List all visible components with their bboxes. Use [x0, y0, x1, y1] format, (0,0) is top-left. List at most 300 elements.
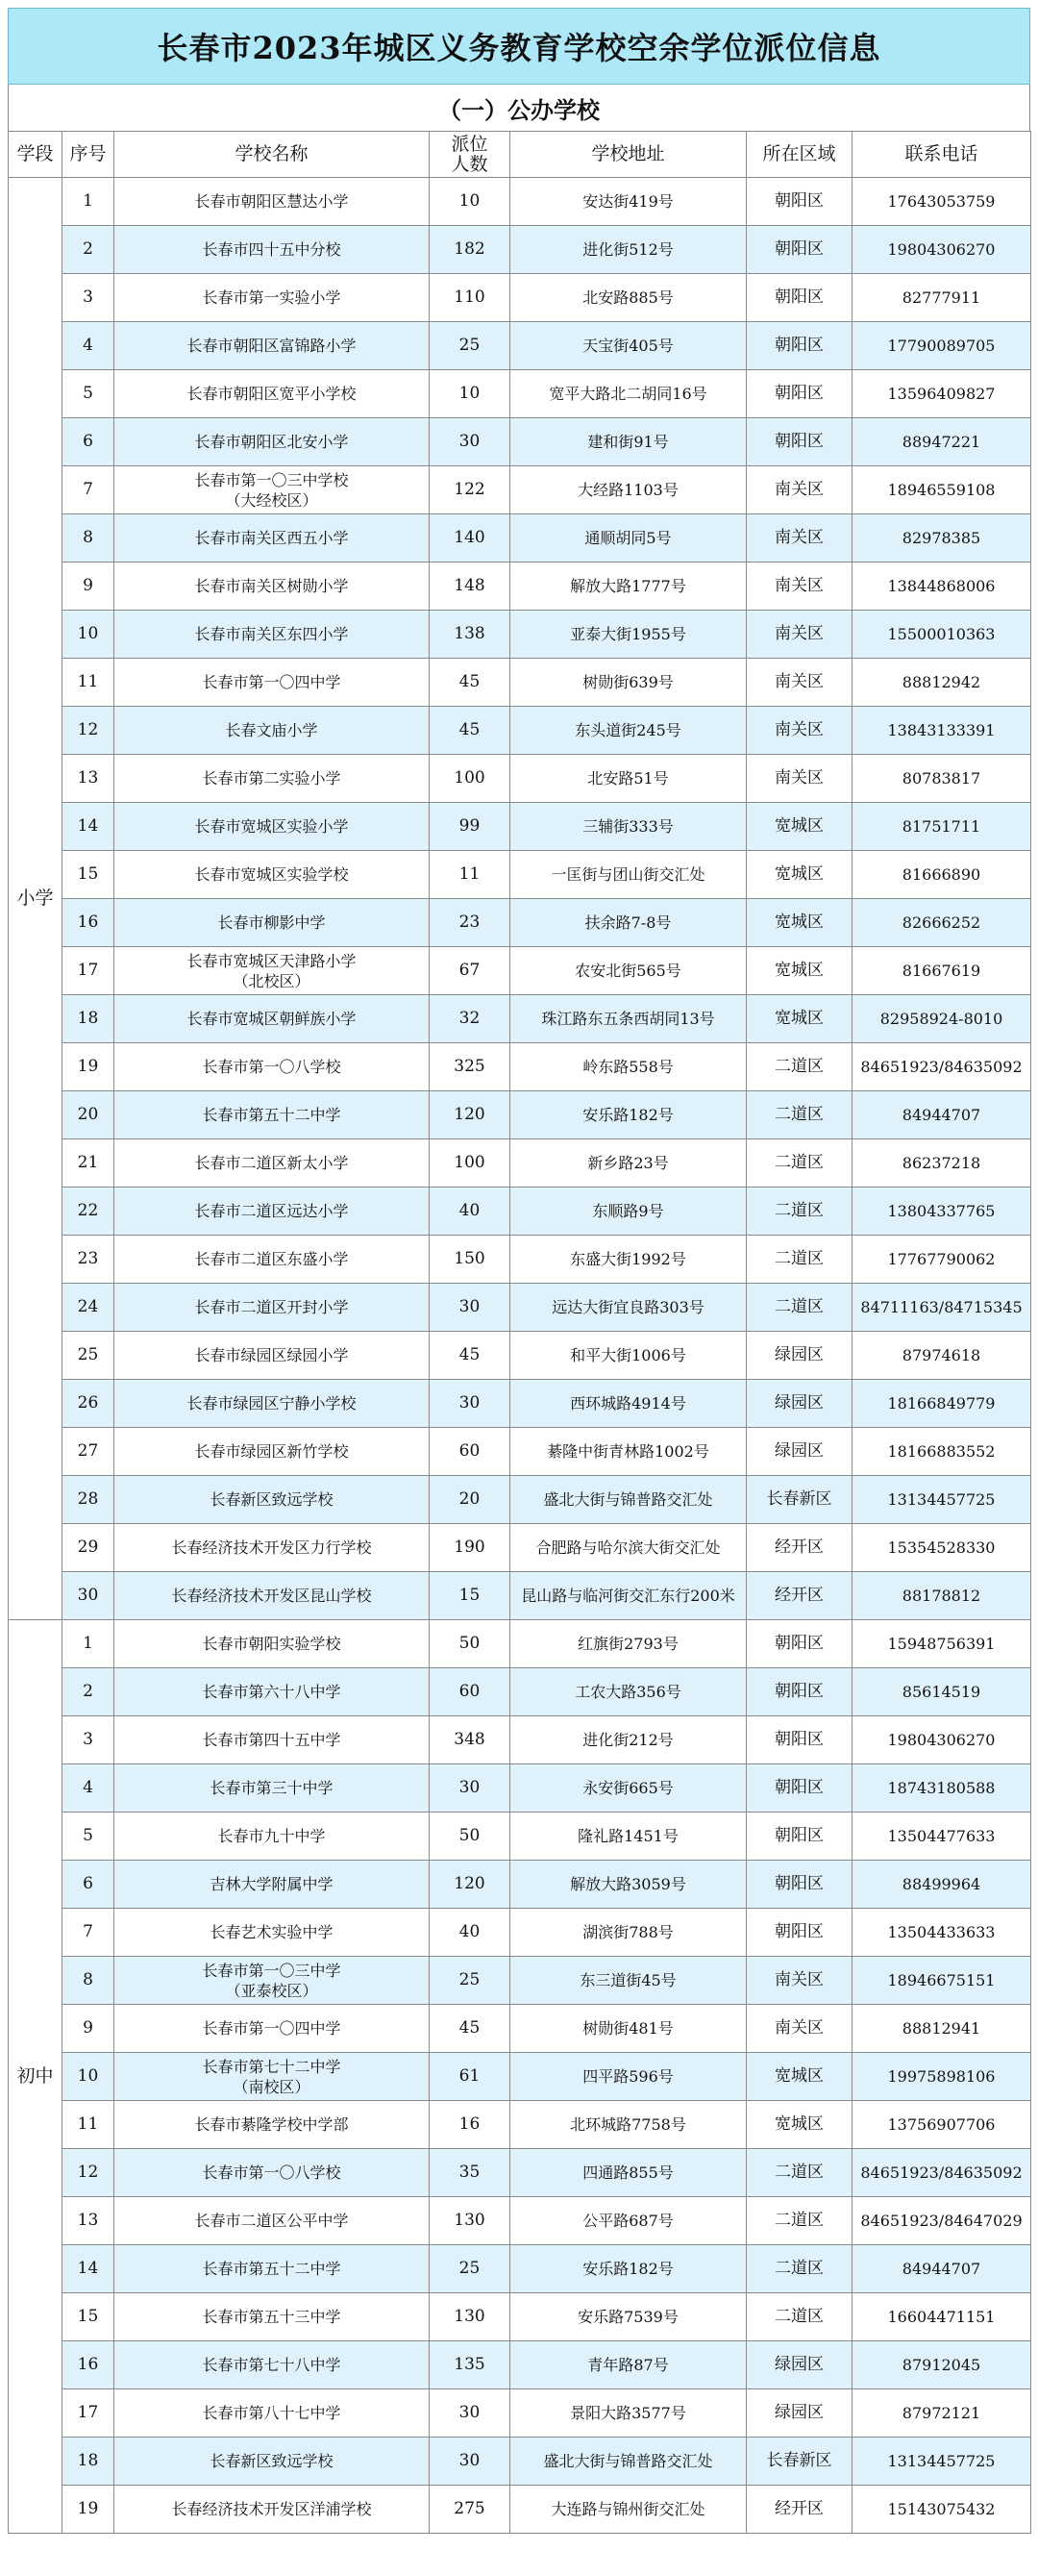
school-name-cell: 长春市朝阳实验学校 — [114, 1620, 430, 1668]
number-cell: 11 — [62, 659, 114, 707]
number-cell: 9 — [62, 2005, 114, 2053]
count-cell: 130 — [430, 2293, 510, 2341]
table-row — [9, 2245, 1031, 2293]
district-cell: 宽城区 — [747, 803, 853, 851]
number-cell: 6 — [62, 1861, 114, 1909]
phone-cell: 15354528330 — [853, 1524, 1031, 1572]
count-cell: 148 — [430, 563, 510, 611]
count-cell: 138 — [430, 611, 510, 659]
phone-cell: 82978385 — [853, 514, 1031, 563]
school-name-cell: 长春文庙小学 — [114, 707, 430, 755]
address-cell: 合肥路与哈尔滨大街交汇处 — [510, 1524, 747, 1572]
address-cell: 北安路885号 — [510, 274, 747, 322]
table-row — [9, 1572, 1031, 1620]
count-cell: 60 — [430, 1668, 510, 1716]
count-cell: 130 — [430, 2197, 510, 2245]
table-row — [9, 2053, 1031, 2101]
phone-cell: 88812941 — [853, 2005, 1031, 2053]
count-cell: 35 — [430, 2149, 510, 2197]
phone-cell: 13844868006 — [853, 563, 1031, 611]
count-cell: 50 — [430, 1813, 510, 1861]
school-name-cell: 长春市宽城区实验小学 — [114, 803, 430, 851]
district-cell: 绿园区 — [747, 1428, 853, 1476]
address-cell: 隆礼路1451号 — [510, 1813, 747, 1861]
address-cell: 解放大路1777号 — [510, 563, 747, 611]
phone-cell: 18166849779 — [853, 1380, 1031, 1428]
address-cell: 通顺胡同5号 — [510, 514, 747, 563]
address-cell: 红旗街2793号 — [510, 1620, 747, 1668]
table-body — [9, 178, 1031, 2534]
table-row — [9, 1813, 1031, 1861]
district-cell: 宽城区 — [747, 2101, 853, 2149]
school-name-cell: 长春市第一〇四中学 — [114, 659, 430, 707]
district-cell: 长春新区 — [747, 2438, 853, 2486]
count-cell: 120 — [430, 1091, 510, 1139]
number-cell: 14 — [62, 2245, 114, 2293]
phone-cell: 13596409827 — [853, 370, 1031, 418]
address-cell: 西环城路4914号 — [510, 1380, 747, 1428]
phone-cell: 13804337765 — [853, 1188, 1031, 1236]
district-cell: 朝阳区 — [747, 1909, 853, 1957]
number-cell: 2 — [62, 1668, 114, 1716]
school-name-cell: 长春市朝阳区慧达小学 — [114, 178, 430, 226]
district-cell: 南关区 — [747, 755, 853, 803]
phone-cell: 82666252 — [853, 899, 1031, 947]
table-row — [9, 1524, 1031, 1572]
address-cell: 东盛大街1992号 — [510, 1236, 747, 1284]
school-name-cell: 长春市第七十八中学 — [114, 2341, 430, 2389]
address-cell: 建和街91号 — [510, 418, 747, 466]
phone-cell: 84711163/84715345 — [853, 1284, 1031, 1332]
phone-cell: 13756907706 — [853, 2101, 1031, 2149]
number-cell: 14 — [62, 803, 114, 851]
table-row — [9, 514, 1031, 563]
table-row — [9, 2389, 1031, 2438]
phone-cell: 13843133391 — [853, 707, 1031, 755]
header-count-label: 派位人数 — [451, 133, 488, 175]
table-row — [9, 418, 1031, 466]
count-cell: 61 — [430, 2053, 510, 2101]
count-cell: 67 — [430, 947, 510, 995]
school-name-cell: 长春市二道区开封小学 — [114, 1284, 430, 1332]
address-cell: 永安街665号 — [510, 1764, 747, 1813]
school-name-cell: 长春市朝阳区北安小学 — [114, 418, 430, 466]
table-row — [9, 2149, 1031, 2197]
school-name-cell: 长春市宽城区实验学校 — [114, 851, 430, 899]
address-cell: 新乡路23号 — [510, 1139, 747, 1188]
count-cell: 10 — [430, 370, 510, 418]
address-cell: 安乐路182号 — [510, 1091, 747, 1139]
number-cell: 28 — [62, 1476, 114, 1524]
table-row — [9, 2438, 1031, 2486]
number-cell: 10 — [62, 2053, 114, 2101]
table-row — [9, 1188, 1031, 1236]
school-name-cell: 长春市第四十五中学 — [114, 1716, 430, 1764]
district-cell: 朝阳区 — [747, 418, 853, 466]
phone-cell: 17643053759 — [853, 178, 1031, 226]
address-cell: 珠江路东五条西胡同13号 — [510, 995, 747, 1043]
district-cell: 二道区 — [747, 2197, 853, 2245]
number-cell: 21 — [62, 1139, 114, 1188]
table-row — [9, 322, 1031, 370]
number-cell: 24 — [62, 1284, 114, 1332]
count-cell: 30 — [430, 2389, 510, 2438]
phone-cell: 16604471151 — [853, 2293, 1031, 2341]
district-cell: 南关区 — [747, 563, 853, 611]
table-row — [9, 803, 1031, 851]
phone-cell: 84944707 — [853, 1091, 1031, 1139]
table-row — [9, 1909, 1031, 1957]
number-cell: 1 — [62, 1620, 114, 1668]
count-cell: 11 — [430, 851, 510, 899]
count-cell: 348 — [430, 1716, 510, 1764]
district-cell: 经开区 — [747, 1572, 853, 1620]
address-cell: 天宝街405号 — [510, 322, 747, 370]
school-name-cell: 长春市九十中学 — [114, 1813, 430, 1861]
phone-cell: 19975898106 — [853, 2053, 1031, 2101]
school-name-cell: 长春市柳影中学 — [114, 899, 430, 947]
address-cell: 东头道街245号 — [510, 707, 747, 755]
table-row — [9, 1716, 1031, 1764]
address-cell: 安达街419号 — [510, 178, 747, 226]
address-cell: 景阳大路3577号 — [510, 2389, 747, 2438]
table-row — [9, 1476, 1031, 1524]
count-cell: 122 — [430, 466, 510, 514]
table-row — [9, 2341, 1031, 2389]
phone-cell: 88812942 — [853, 659, 1031, 707]
address-cell: 岭东路558号 — [510, 1043, 747, 1091]
table-row — [9, 1380, 1031, 1428]
phone-cell: 84944707 — [853, 2245, 1031, 2293]
count-cell: 25 — [430, 322, 510, 370]
table-row — [9, 851, 1031, 899]
address-cell: 东顺路9号 — [510, 1188, 747, 1236]
district-cell: 经开区 — [747, 1524, 853, 1572]
school-name-cell: 长春市绿园区宁静小学校 — [114, 1380, 430, 1428]
phone-cell: 15143075432 — [853, 2486, 1031, 2534]
district-cell: 朝阳区 — [747, 1764, 853, 1813]
address-cell: 公平路687号 — [510, 2197, 747, 2245]
address-cell: 宽平大路北二胡同16号 — [510, 370, 747, 418]
school-name-cell: 长春经济技术开发区洋浦学校 — [114, 2486, 430, 2534]
table-row — [9, 947, 1031, 995]
address-cell: 大经路1103号 — [510, 466, 747, 514]
number-cell: 3 — [62, 1716, 114, 1764]
phone-cell: 17767790062 — [853, 1236, 1031, 1284]
school-name-cell: 长春市南关区东四小学 — [114, 611, 430, 659]
count-cell: 50 — [430, 1620, 510, 1668]
district-cell: 南关区 — [747, 2005, 853, 2053]
table-row — [9, 1620, 1031, 1668]
phone-cell: 82958924-8010 — [853, 995, 1031, 1043]
number-cell: 13 — [62, 755, 114, 803]
school-name-line: 长春市第七十二中学 — [202, 2057, 341, 2076]
district-cell: 南关区 — [747, 1957, 853, 2005]
school-name-cell: 长春市南关区树勋小学 — [114, 563, 430, 611]
address-cell: 进化街212号 — [510, 1716, 747, 1764]
school-name-cell: 长春市四十五中分校 — [114, 226, 430, 274]
school-name-cell: 长春市二道区远达小学 — [114, 1188, 430, 1236]
address-cell: 四通路855号 — [510, 2149, 747, 2197]
phone-cell: 85614519 — [853, 1668, 1031, 1716]
address-cell: 綦隆中街青林路1002号 — [510, 1428, 747, 1476]
school-name-cell: 长春市二道区新太小学 — [114, 1139, 430, 1188]
district-cell: 朝阳区 — [747, 226, 853, 274]
district-cell: 二道区 — [747, 1236, 853, 1284]
district-cell: 南关区 — [747, 707, 853, 755]
table-row — [9, 1668, 1031, 1716]
phone-cell: 81667619 — [853, 947, 1031, 995]
number-cell: 11 — [62, 2101, 114, 2149]
address-cell: 安乐路182号 — [510, 2245, 747, 2293]
school-campus-line: （大经校区） — [225, 490, 318, 510]
district-cell: 二道区 — [747, 2293, 853, 2341]
address-cell: 一匡街与团山街交汇处 — [510, 851, 747, 899]
number-cell: 17 — [62, 2389, 114, 2438]
district-cell: 二道区 — [747, 2149, 853, 2197]
address-cell: 湖滨街788号 — [510, 1909, 747, 1957]
number-cell: 1 — [62, 178, 114, 226]
address-cell: 北环城路7758号 — [510, 2101, 747, 2149]
table-row — [9, 1284, 1031, 1332]
number-cell: 2 — [62, 226, 114, 274]
school-name-cell: 长春市第六十八中学 — [114, 1668, 430, 1716]
count-cell: 60 — [430, 1428, 510, 1476]
count-cell: 99 — [430, 803, 510, 851]
count-cell: 100 — [430, 755, 510, 803]
header-school-name: 学校名称 — [114, 132, 430, 178]
address-cell: 和平大街1006号 — [510, 1332, 747, 1380]
address-cell: 亚泰大街1955号 — [510, 611, 747, 659]
phone-cell: 88178812 — [853, 1572, 1031, 1620]
count-cell: 40 — [430, 1909, 510, 1957]
number-cell: 16 — [62, 2341, 114, 2389]
count-cell: 190 — [430, 1524, 510, 1572]
school-campus-line: （北校区） — [233, 971, 310, 990]
school-name-cell — [114, 2053, 430, 2101]
district-cell: 宽城区 — [747, 851, 853, 899]
school-name-cell: 长春市绿园区新竹学校 — [114, 1428, 430, 1476]
address-cell: 农安北街565号 — [510, 947, 747, 995]
number-cell: 3 — [62, 274, 114, 322]
district-cell: 南关区 — [747, 611, 853, 659]
number-cell: 12 — [62, 2149, 114, 2197]
school-name-cell: 长春艺术实验中学 — [114, 1909, 430, 1957]
stage-cell: 小学 — [9, 178, 62, 1620]
address-cell: 北安路51号 — [510, 755, 747, 803]
table-row — [9, 1764, 1031, 1813]
number-cell: 19 — [62, 2486, 114, 2534]
table-row — [9, 2293, 1031, 2341]
district-cell: 宽城区 — [747, 2053, 853, 2101]
school-name-cell: 长春市第二实验小学 — [114, 755, 430, 803]
school-name-cell: 长春市朝阳区富锦路小学 — [114, 322, 430, 370]
header-number: 序号 — [62, 132, 114, 178]
table-row — [9, 2486, 1031, 2534]
school-name-cell: 长春市二道区东盛小学 — [114, 1236, 430, 1284]
table-row — [9, 274, 1031, 322]
district-cell: 长春新区 — [747, 1476, 853, 1524]
school-name-cell — [114, 947, 430, 995]
address-cell: 昆山路与临河街交汇东行200米 — [510, 1572, 747, 1620]
table-row — [9, 563, 1031, 611]
table-row — [9, 370, 1031, 418]
address-cell: 扶余路7-8号 — [510, 899, 747, 947]
school-name-cell: 长春市第五十三中学 — [114, 2293, 430, 2341]
address-cell: 远达大街宜良路303号 — [510, 1284, 747, 1332]
district-cell: 朝阳区 — [747, 370, 853, 418]
number-cell: 6 — [62, 418, 114, 466]
district-cell: 朝阳区 — [747, 1861, 853, 1909]
phone-cell: 19804306270 — [853, 1716, 1031, 1764]
school-name-cell: 长春市南关区西五小学 — [114, 514, 430, 563]
district-cell: 朝阳区 — [747, 1668, 853, 1716]
count-cell: 40 — [430, 1188, 510, 1236]
address-cell: 盛北大街与锦普路交汇处 — [510, 1476, 747, 1524]
table-row — [9, 1428, 1031, 1476]
count-cell: 275 — [430, 2486, 510, 2534]
phone-cell: 87912045 — [853, 2341, 1031, 2389]
district-cell: 南关区 — [747, 466, 853, 514]
number-cell: 30 — [62, 1572, 114, 1620]
number-cell: 16 — [62, 899, 114, 947]
school-name-cell: 长春市第一〇八学校 — [114, 2149, 430, 2197]
address-cell: 四平路596号 — [510, 2053, 747, 2101]
count-cell: 32 — [430, 995, 510, 1043]
count-cell: 110 — [430, 274, 510, 322]
district-cell: 朝阳区 — [747, 1716, 853, 1764]
school-name-cell: 长春市绿园区绿园小学 — [114, 1332, 430, 1380]
school-name-cell: 长春经济技术开发区力行学校 — [114, 1524, 430, 1572]
count-cell: 20 — [430, 1476, 510, 1524]
school-name-line: 长春市宽城区天津路小学 — [186, 951, 357, 970]
table-row — [9, 466, 1031, 514]
header-stage: 学段 — [9, 132, 62, 178]
count-cell: 45 — [430, 1332, 510, 1380]
table-row — [9, 2005, 1031, 2053]
phone-cell: 87974618 — [853, 1332, 1031, 1380]
number-cell: 20 — [62, 1091, 114, 1139]
school-table — [8, 131, 1031, 2534]
phone-cell: 19804306270 — [853, 226, 1031, 274]
table-row — [9, 1236, 1031, 1284]
table-row — [9, 1332, 1031, 1380]
table-row — [9, 2101, 1031, 2149]
school-name-cell: 吉林大学附属中学 — [114, 1861, 430, 1909]
table-row — [9, 611, 1031, 659]
count-cell: 135 — [430, 2341, 510, 2389]
number-cell: 22 — [62, 1188, 114, 1236]
district-cell: 宽城区 — [747, 947, 853, 995]
count-cell: 10 — [430, 178, 510, 226]
phone-cell: 84651923/84635092 — [853, 1043, 1031, 1091]
number-cell: 29 — [62, 1524, 114, 1572]
count-cell: 25 — [430, 2245, 510, 2293]
phone-cell: 18946559108 — [853, 466, 1031, 514]
count-cell: 16 — [430, 2101, 510, 2149]
count-cell: 45 — [430, 659, 510, 707]
count-cell: 23 — [430, 899, 510, 947]
address-cell: 树勋街481号 — [510, 2005, 747, 2053]
number-cell: 5 — [62, 370, 114, 418]
number-cell: 4 — [62, 1764, 114, 1813]
school-name-cell: 长春市第一〇八学校 — [114, 1043, 430, 1091]
table-row — [9, 1861, 1031, 1909]
header-phone: 联系电话 — [853, 132, 1031, 178]
district-cell: 绿园区 — [747, 1380, 853, 1428]
header-count — [430, 132, 510, 178]
table-row — [9, 226, 1031, 274]
number-cell: 17 — [62, 947, 114, 995]
district-cell: 南关区 — [747, 659, 853, 707]
district-cell: 二道区 — [747, 1091, 853, 1139]
header-district: 所在区域 — [747, 132, 853, 178]
number-cell: 25 — [62, 1332, 114, 1380]
phone-cell: 18743180588 — [853, 1764, 1031, 1813]
number-cell: 18 — [62, 995, 114, 1043]
school-name-cell: 长春经济技术开发区昆山学校 — [114, 1572, 430, 1620]
phone-cell: 87972121 — [853, 2389, 1031, 2438]
table-row — [9, 899, 1031, 947]
count-cell: 30 — [430, 1764, 510, 1813]
phone-cell: 80783817 — [853, 755, 1031, 803]
table-row — [9, 995, 1031, 1043]
district-cell: 绿园区 — [747, 2389, 853, 2438]
count-cell: 45 — [430, 707, 510, 755]
phone-cell: 15948756391 — [853, 1620, 1031, 1668]
school-campus-line: （南校区） — [233, 2077, 310, 2096]
count-cell: 182 — [430, 226, 510, 274]
number-cell: 8 — [62, 1957, 114, 2005]
number-cell: 9 — [62, 563, 114, 611]
school-name-cell: 长春市二道区公平中学 — [114, 2197, 430, 2245]
count-cell: 30 — [430, 1284, 510, 1332]
district-cell: 朝阳区 — [747, 274, 853, 322]
school-name-cell: 长春市朝阳区宽平小学校 — [114, 370, 430, 418]
phone-cell: 13504477633 — [853, 1813, 1031, 1861]
district-cell: 二道区 — [747, 1043, 853, 1091]
school-name-cell: 长春新区致远学校 — [114, 2438, 430, 2486]
phone-cell: 84651923/84635092 — [853, 2149, 1031, 2197]
count-cell: 45 — [430, 2005, 510, 2053]
school-name-cell: 长春市第五十二中学 — [114, 2245, 430, 2293]
address-cell: 三辅街333号 — [510, 803, 747, 851]
district-cell: 宽城区 — [747, 899, 853, 947]
school-name-cell: 长春市宽城区朝鲜族小学 — [114, 995, 430, 1043]
address-cell: 进化街512号 — [510, 226, 747, 274]
phone-cell: 18166883552 — [853, 1428, 1031, 1476]
table-row — [9, 1091, 1031, 1139]
school-name-cell — [114, 1957, 430, 2005]
table-row — [9, 178, 1031, 226]
district-cell: 南关区 — [747, 514, 853, 563]
district-cell: 朝阳区 — [747, 322, 853, 370]
phone-cell: 18946675151 — [853, 1957, 1031, 2005]
number-cell: 5 — [62, 1813, 114, 1861]
address-cell: 树勋街639号 — [510, 659, 747, 707]
school-name-cell: 长春市第一〇四中学 — [114, 2005, 430, 2053]
number-cell: 15 — [62, 851, 114, 899]
number-cell: 12 — [62, 707, 114, 755]
district-cell: 二道区 — [747, 1188, 853, 1236]
stage-cell: 初中 — [9, 1620, 62, 2534]
count-cell: 25 — [430, 1957, 510, 2005]
table-row — [9, 2197, 1031, 2245]
phone-cell: 81666890 — [853, 851, 1031, 899]
school-name-cell: 长春市第五十二中学 — [114, 1091, 430, 1139]
school-name-cell: 长春市第八十七中学 — [114, 2389, 430, 2438]
number-cell: 7 — [62, 1909, 114, 1957]
